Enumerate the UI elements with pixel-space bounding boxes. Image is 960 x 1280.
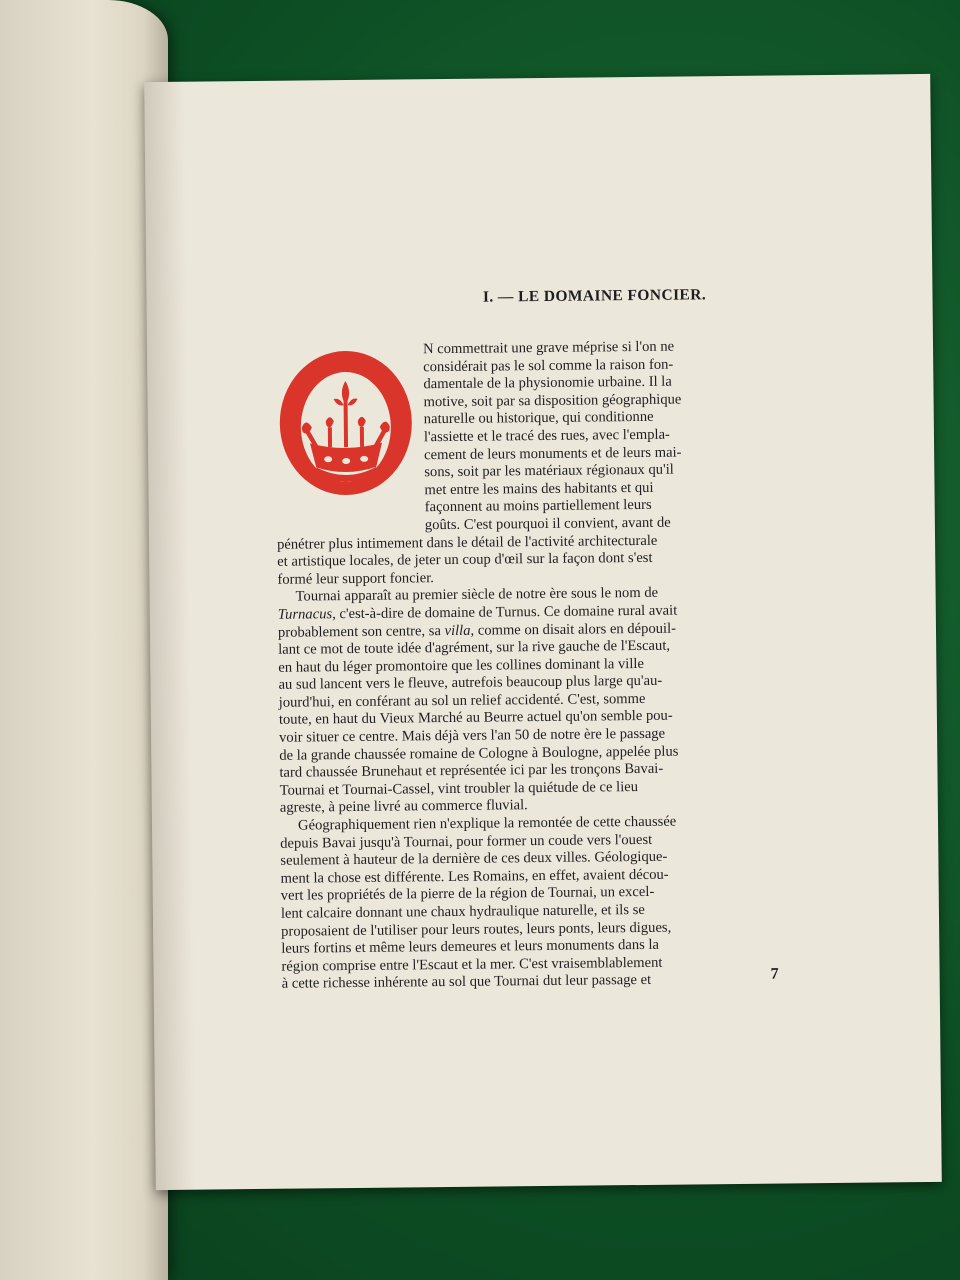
text-line: proposaient de l'utiliser pour leurs routes, leurs ponts, leurs digues, — [281, 919, 672, 940]
text-line: vert les propriétés de la pierre de la région de Tournai, un excel- — [280, 884, 655, 905]
text-line: voir situer ce centre. Mais déjà vers l'an 50 de notre ère le passage — [279, 725, 666, 746]
text-line: considérait pas le sol comme la raison fon- — [423, 356, 674, 375]
left-page-edge — [0, 0, 168, 1280]
text-line: Tournai apparaît au premier siècle de notre ère sous le nom de — [295, 585, 659, 605]
text-line: lant ce mot de toute idée d'agrément, sur la rive gauche de l'Escaut, — [278, 637, 671, 658]
book-page — [144, 74, 942, 1190]
text-line: l'assiette et le tracé des rues, avec l'empla- — [423, 426, 670, 446]
text-line: région comprise entre l'Escaut et la mer. C'est vraisemblablement — [281, 954, 663, 975]
text-line: en haut du léger promontoire que les collines dominant la ville — [278, 655, 644, 676]
text-line: à cette richesse inhérente au sol que Tournai dut leur passage et — [281, 972, 652, 993]
text-line: damentale de la physionomie urbaine. Il la — [423, 373, 672, 393]
text-line: au sud lancent vers le fleuve, autrefois beaucoup plus large qu'au- — [278, 673, 663, 694]
page-number: 7 — [770, 965, 779, 983]
chapter-heading: I. — LE DOMAINE FONCIER. — [482, 286, 707, 306]
body-text — [275, 338, 774, 994]
text-line: cement de leurs monuments et de leurs mai- — [424, 444, 682, 463]
text-line: sons, soit par les matériaux régionaux qu'il — [424, 461, 674, 481]
text-line: pénétrer plus intimement dans le détail de l'activité architecturale — [276, 532, 658, 553]
text-fragment: , comme on disait alors en dépouil- — [470, 620, 677, 639]
text-line: leurs fortins et même leurs demeures et leurs monuments dans la — [281, 936, 660, 957]
text-line: ment la chose est différente. Les Romains, en effet, avaient décou- — [280, 866, 669, 887]
italic-word: villa — [444, 622, 471, 639]
text-line: motive, soit par sa disposition géographique — [423, 391, 682, 411]
text-line: Géographiquement rien n'explique la remontée de cette chaussée — [297, 813, 677, 834]
text-line: façonnent au moins partiellement leurs — [424, 497, 652, 516]
text-line: naturelle ou historique, qui conditionne — [423, 409, 654, 428]
text-fragment: probablement son centre, sa — [277, 622, 445, 641]
text-line: formé leur support foncier. — [277, 569, 434, 588]
text-fragment: , c'est-à-dire de domaine de Turnus. Ce domaine rural avait — [332, 602, 678, 623]
text-line: agreste, à peine livré au commerce fluvial. — [279, 797, 528, 817]
text-line: tard chaussée Brunehaut et représentée ici par les tronçons Bavai- — [279, 760, 664, 782]
text-line: met entre les mains des habitants et qui — [424, 479, 654, 498]
text-line: depuis Bavai jusqu'à Tournai, pour former un coude vers l'ouest — [280, 831, 653, 852]
text-line: N commettrait une grave méprise si l'on ne — [422, 338, 675, 358]
text-line: lent calcaire donnant une chaux hydraulique naturelle, et ils se — [280, 901, 645, 922]
text-line: Tournai et Tournai-Cassel, vint troubler la quiétude de ce lieu — [279, 778, 639, 799]
italic-word: Turnacus — [277, 606, 333, 623]
text-line: goûts. C'est pourquoi il convient, avant de — [424, 514, 671, 534]
text-line: seulement à hauteur de la dernière de ces deux villes. Géologique- — [280, 848, 668, 869]
text-line: et artistique locales, de jeter un coup d'œil sur la façon dont s'est — [277, 549, 653, 570]
text-line: jourd'hui, en conférant au sol un relief accidenté. C'est, somme — [278, 690, 646, 711]
text-line: de la grande chaussée romaine de Cologne à Boulogne, appelée plus — [279, 743, 679, 764]
text-line: toute, en haut du Vieux Marché au Beurre actuel qu'on semble pou- — [278, 708, 673, 729]
